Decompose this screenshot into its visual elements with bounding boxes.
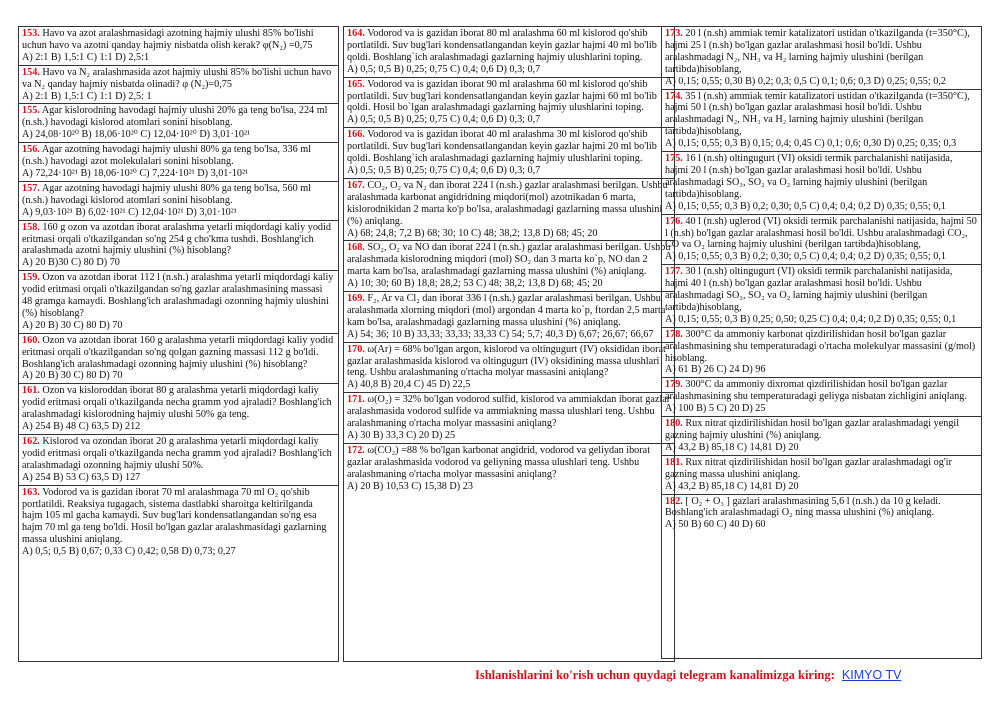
problem-item — [662, 265, 981, 328]
problem-item — [344, 292, 674, 343]
problem-text: 16 l (n.sh) oltingugurt (VI) oksidi termik parchalanishi natijasida, hajmi 20 l (n.sh) bo'lgan gazlar aralashmasi hosil bo'ldi. Ushbu aralashmadagi SO₃, SO₂ va O₂ larning hajmiy ulushini (berilgan tartibda)hisoblang. — [665, 153, 953, 200]
problem-text: Rux nitrat qizdirilishidan hosil bo'lgan gazlar aralashmadagi yengil gazning hajmiy ulushini (%) aniqlang. — [665, 418, 960, 441]
problem-text: Vodorod va is gazidan iborat 80 ml aralashma 60 ml kislorod qo'shib portlatildi. Suv bug'lari kondensatlangandan keyin gazlar hajmi 40 ml bo'lib qoldi. Boshlang`ich aralashmadagi gazlarning hajmiy ulushlarini toping. — [347, 28, 657, 63]
answer-options: A) 72,24·10²¹ B) 18,06·10²⁰ C) 7,224·10²¹ D) 3,01·10²¹ — [22, 167, 249, 179]
footer — [475, 668, 995, 683]
problem-text: 160 g ozon va azotdan iborat aralashma yetarli miqdordagi kaliy yodid eritmasi orqali o'tkazilgandan so'ng 254 g cho'kma tushdi. Boshlang'ich aralashmada azotni hajmiy ulushini (%) hisoblang? — [22, 221, 331, 257]
problem-number: 171. — [347, 394, 365, 406]
answer-options: A) 43,2 B) 85,18 C) 14,81 D) 20 — [665, 441, 799, 453]
problem-number: 169. — [347, 293, 365, 305]
column-1 — [18, 26, 339, 662]
problem-item — [19, 143, 338, 182]
problem-text: Havo va azot aralashmasidagi azotning hajmiy ulushi 85% bo'lishi uchun havo va azotni qanday hajmiy nisbatda olish kerak? φ(N₂) =0,75 — [22, 28, 314, 51]
problem-number: 172. — [347, 444, 365, 456]
problem-item — [662, 328, 981, 379]
answer-options: A) 24,08·10²⁰ B) 18,06·10²⁰ C) 12,04·10²⁰ D) 3,01·10²¹ — [22, 129, 251, 141]
answer-options: A) 100 B) 5 C) 20 D) 25 — [665, 403, 766, 415]
problem-text: 20 l (n.sh) ammiak temir katalizatori ustidan o'tkazilganda (t=350°C), hajmi 25 l (n.sh) bo'lgan gazlar aralashmasi hosil bo'ldi. Ushbu aralashmadagi N₂, NH₃ va H₂ larning hajmiy ulushini (berilgan tartibda)hisoblang, — [665, 28, 970, 75]
footer-text: Ishlanishlarini ko'rish uchun quydagi telegram kanalimizga kiring: — [475, 668, 835, 682]
problem-item — [662, 417, 981, 456]
problem-item — [19, 486, 338, 559]
problem-item — [19, 334, 338, 385]
answer-options: A) 0,5; 0,5 B) 0,25; 0,75 C) 0,4; 0,6 D) 0,3; 0,7 — [347, 114, 541, 126]
problem-item — [344, 78, 674, 129]
problem-number: 180. — [665, 418, 683, 430]
answer-options: A) 68; 24,8; 7,2 B) 68; 30; 10 C) 48; 38,2; 13,8 D) 68; 45; 20 — [347, 227, 598, 239]
problem-text: Vodorod va is gazidan iborat 90 ml aralashma 60 ml kislorod qo'shib portlatildi. Suv bug'lari kondensatlangandan keyin gazlar hajmi 60 ml bo'lib qoldi. Hosil bo`lgan aralashmadagi gazlarning hajmiy ulushlarini toping. — [347, 78, 657, 114]
problem-text: Kislorod va ozondan iborat 20 g aralashma yetarli miqdordagi kaliy yodid eritmasi orqali o'tkazilganda necha gramm yod ajraladi? Boshlang'ich aralashmadagi ozonning hajmiy ulushi 50%. — [22, 436, 332, 471]
problem-columns — [18, 26, 982, 662]
problem-number: 176. — [665, 215, 683, 227]
problem-text: ω(CO₂) =88 % bo'lgan karbonat angidrid, vodorod va geliydan iborat gazlar aralashmasida vodorod va geliyning massa ulushlari teng. Ushbu aralashmaning o'rtacha molyar massasini aniqlang? — [347, 444, 651, 480]
answer-options: A) 20 B) 10,53 C) 15,38 D) 23 — [347, 480, 473, 492]
answer-options: A) 2:1 B) 1,5:1 C) 1:1 D) 2,5:1 — [22, 51, 150, 63]
answer-options: A) 43,2 B) 85,18 C) 14,81 D) 20 — [665, 480, 799, 492]
problem-number: 158. — [22, 221, 40, 233]
problem-item — [344, 241, 674, 292]
answer-options: A) 40,8 B) 20,4 C) 45 D) 22,5 — [347, 379, 471, 391]
answer-options: A) 2:1 B) 1,5:1 C) 1:1 D) 2,5: 1 — [22, 90, 152, 102]
problem-number: 157. — [22, 182, 40, 194]
answer-options: A) 30 B) 33,3 C) 20 D) 25 — [347, 430, 456, 441]
problem-text: Havo va N₂ aralashmasida azot hajmiy ulushi 85% bo'lishi uchun havo va N₂ qanday hajmiy nisbatda olinadi? φ (N₂)=0,75 — [22, 66, 332, 90]
problem-text: ω(O₂) = 32% bo'lgan vodorod sulfid, kislorod va ammiakdan iborat gazlar aralashmasida vodorod sulfide va ammiakning massa ulushlari teng. Ushbu aralashmaning o'rtacha molyar massasini aniqlang? — [347, 394, 671, 430]
problem-item — [662, 215, 981, 266]
answer-options: A) 0,15; 0,55; 0,30 B) 0,2; 0,3; 0,5 C) 0,1; 0,6; 0,3 D) 0,25; 0,55; 0,2 — [665, 75, 947, 87]
problem-number: 160. — [22, 334, 40, 346]
column-2 — [343, 26, 675, 662]
problem-number: 182. — [665, 495, 683, 507]
problem-text: Ozon va azotdan iborat 112 l (n.sh.) aralashma yetarli miqdordagi kaliy yodid eritmasi orqali o'tkazilgandan so'ng gazlar aralashmasining massasi 48 gramga kamaydi. Boshlang'ich aralashmadagi ozonning hajmiy ulushini (%) hisoblang? — [22, 272, 334, 319]
problem-item — [19, 221, 338, 272]
answer-options: A) 9,03·10²¹ B) 6,02·10²¹ C) 12,04·10²¹ D) 3,01·10²¹ — [22, 206, 237, 218]
problem-text: 35 l (n.sh) ammiak temir katalizatori ustidan o'tkazilganda (t=350°C), hajmi 50 l (n.sh) bo'lgan gazlar aralashmasi hosil bo'ldi. Ushbu aralashmadagi N₂, NH₃ va H₂ larning hajmiy ulushini (berilgan tartibda)hisoblang, — [665, 90, 970, 138]
problem-item — [662, 27, 981, 90]
problem-item — [662, 90, 981, 153]
problem-number: 159. — [22, 272, 40, 284]
problem-number: 175. — [665, 153, 683, 165]
answer-options: A) 20 B) 30 C) 80 D) 70 — [22, 370, 123, 382]
problem-item — [662, 378, 981, 417]
problem-text: Ozon va azotdan iborat 160 g aralashma yetarli miqdordagi kaliy yodid eritmasi orqali o'tkazilgandan so'ng qolgan gazning massasi 112 g bo'ldi. Boshlang'ich aralashmadagi ozonning hajmiy ulushini (%) hisoblang? — [22, 334, 334, 370]
answer-options: A) 50 B) 60 C) 40 D) 60 — [665, 519, 766, 531]
problem-number: 155. — [22, 105, 40, 117]
problem-item — [662, 152, 981, 215]
problem-number: 181. — [665, 456, 683, 468]
problem-text: Agar azotning havodagi hajmiy ulushi 80% ga teng bo'lsa, 336 ml (n.sh.) havodagi azot molekulalari sonini hisoblang. — [22, 144, 312, 168]
problem-item — [19, 435, 338, 486]
problem-number: 164. — [347, 28, 365, 39]
problem-text: Agar azotning havodagi hajmiy ulushi 80% ga teng bo'lsa, 560 ml (n.sh.) havodagi kislorod atomlari sonini hisoblang. — [22, 182, 312, 206]
problem-number: 165. — [347, 78, 365, 90]
answer-options: A) 254 B) 48 C) 63,5 D) 212 — [22, 421, 141, 433]
problem-number: 162. — [22, 436, 40, 447]
problem-text: Ozon va kisloroddan iborat 80 g aralashma yetarli miqdordagi kaliy yodid eritmasi orqali o'tkazilganda necha gramm yod ajraladi? Boshlang'ich aralashmadagi kislorodning hajmiy ulushi 50% ga teng. — [22, 385, 332, 421]
column-3 — [661, 26, 982, 659]
answer-options: A) 0,15; 0,55; 0,3 B) 0,15; 0,4; 0,45 C) 0,1; 0,6; 0,30 D) 0,25; 0,35; 0,3 — [665, 138, 957, 150]
answer-options: A) 54; 36; 10 B) 33,33; 33,33; 33,33 C) 54; 5,7; 40,3 D) 6,67; 26,67; 66,67 — [347, 328, 654, 340]
problem-number: 163. — [22, 486, 40, 498]
problem-number: 153. — [22, 28, 40, 39]
answer-options: A) 254 B) 53 C) 63,5 D) 127 — [22, 471, 141, 483]
problem-number: 170. — [347, 343, 365, 355]
answer-options: A) 10; 30; 60 B) 18,8; 28,2; 53 C) 48; 38,2; 13,8 D) 68; 45; 20 — [347, 278, 603, 290]
problem-number: 166. — [347, 129, 365, 141]
problem-text: Vodorod va is gazidan iborat 40 ml aralashma 30 ml kislorod qo'shib portlatildi. Suv bug'lari kondensatlangandan keyin gazlar hajmi 20 ml bo'lib qoldi. Boshlang`ich aralashmadagi gazlarning hajmiy ulushlarini toping. — [347, 129, 657, 165]
problem-number: 178. — [665, 328, 683, 340]
problem-number: 173. — [665, 28, 683, 39]
problem-text: 300°C da ammoniy dixromat qizdirilishidan hosil bo'lgan gazlar aralashmasining shu temperaturadagi geliyga nisbatan zichligini aniqlang. — [665, 379, 967, 403]
problem-item — [19, 271, 338, 334]
problem-text: CO₂, O₂ va N₂ dan iborat 224 l (n.sh.) gazlar aralashmasi berilgan. Ushbu aralashmada karbonat angidridning miqdori(mol) azotnikadan 6 marta, kislorodnikidan 2 marta ko'p bo'lsa, aralashmadagi gazlarning massa ulushini (%) aniqlang. — [347, 179, 668, 227]
problem-text: F₂, Ar va Cl₂ dan iborat 336 l (n.sh.) gazlar aralashmasi berilgan. Ushbu aralashmada xlorning miqdori (mol) argondan 4 marta ko`p, ftordan 2,5 marta kam bo'lsa, aralashmadagi gazlarning massa ulushini (%) aniqlang. — [347, 293, 666, 328]
problem-number: 168. — [347, 242, 365, 254]
answer-options: A) 0,5; 0,5 B) 0,25; 0,75 C) 0,4; 0,6 D) 0,3; 0,7 — [347, 164, 541, 176]
answer-options: A) 61 B) 26 C) 24 D) 96 — [665, 364, 766, 376]
answer-options: A) 0,15; 0,55; 0,3 B) 0,2; 0,30; 0,5 C) 0,4; 0,4; 0,2 D) 0,35; 0,55; 0,1 — [665, 200, 947, 212]
telegram-channel-link[interactable]: KIMYO TV — [841, 668, 902, 682]
problem-item — [344, 179, 674, 242]
problem-item — [344, 128, 674, 179]
answer-options: A) 20 B) 30 C) 80 D) 70 — [22, 319, 123, 331]
problem-item — [662, 495, 981, 533]
problem-number: 179. — [665, 379, 683, 391]
answer-options: A) 0,15; 0,55; 0,3 B) 0,2; 0,30; 0,5 C) 0,4; 0,4; 0,2 D) 0,35; 0,55; 0,1 — [665, 251, 947, 263]
problem-item — [19, 27, 338, 66]
problem-text: Rux nitrat qizdirilishidan hosil bo'lgan gazlar aralashmadagi og'ir gazning massa ulushini aniqlang. — [665, 456, 952, 480]
answer-options: A) 0,5; 0,5 B) 0,25; 0,75 C) 0,4; 0,6 D) 0,3; 0,7 — [347, 63, 541, 75]
problem-number: 177. — [665, 266, 683, 278]
problem-item — [344, 393, 674, 444]
problem-item — [344, 27, 674, 78]
problem-item — [19, 384, 338, 435]
problem-text: 30 l (n.sh) oltingugurt (VI) oksidi termik parchalanishi natijasida, hajmi 40 l (n.sh) bo'lgan gazlar aralashmasi hosil bo'ldi. Ushbu aralashmadagi SO₃, SO₂ va O₂ larning hajmiy ulushini (berilgan tartibda)hisoblang, — [665, 266, 953, 313]
problem-number: 167. — [347, 179, 365, 191]
problem-text: Agar kislorodning havodagi hajmiy ulushi 20% ga teng bo'lsa, 224 ml (n.sh.) havodagi kislorod atomlari sonini hisoblang. — [22, 105, 328, 129]
problem-item — [344, 444, 674, 494]
problem-number: 154. — [22, 66, 40, 78]
problem-text: 300°C da ammoniy karbonat qizdirilishidan hosil bo'lgan gazlar aralashmasining shu temperaturadagi o'rtacha molekulyar massasini (g/mol) hisoblang. — [665, 328, 976, 364]
answer-options: A) 0,15; 0,55; 0,3 B) 0,25; 0,50; 0,25 C) 0,4; 0,4; 0,2 D) 0,35; 0,55; 0,1 — [665, 313, 957, 325]
problem-number: 174. — [665, 90, 683, 102]
problem-item — [344, 343, 674, 394]
problem-text: 40 l (n.sh) uglerod (VI) oksidi termik parchalanishi natijasida, hajmi 50 l (n.sh) bo'lgan gazlar aralashmasi hosil bo'ldi. Ushbu aralashmadagi CO₂, CO va O₂ larning hajmiy ulushini (berilgan tartibda)hisoblang, — [665, 215, 977, 251]
problem-number: 156. — [22, 144, 40, 156]
problem-item — [19, 182, 338, 221]
problem-text: SO₂, O₂ va NO dan iborat 224 l (n.sh.) gazlar aralashmasi berilgan. Ushbu aralashmada kislorodning miqdori (mol) SO₂ dan 3 marta ko`p, NO dan 2 marta kam bo'lsa, aralashmadagi gazlarning massa ulushini (%) aniqlang. — [347, 242, 671, 278]
answer-options: A) 0,5; 0,5 B) 0,67; 0,33 C) 0,42; 0,58 D) 0,73; 0,27 — [22, 546, 236, 558]
problem-number: 161. — [22, 385, 40, 397]
problem-item — [19, 104, 338, 143]
problem-item — [662, 456, 981, 495]
problem-text: [ O₂ + O₃ ] gazlari aralashmasining 5,6 l (n.sh.) da 10 g keladi. Boshlang'ich aralashmadagi O₂ ning massa ulushini (%) aniqlang. — [665, 495, 941, 519]
problem-item — [19, 66, 338, 105]
problem-text: Vodorod va is gazidan iborat 70 ml aralashmaga 70 ml O₂ qo'shib portlatildi. Reaksiya tugagach, sistema dastlabki sharoitga keltirilganda hajm 105 ml gacha kamaydi. Suv bug'lari kondensatlangandan so'ng esa hajm 70 ml ga teng bo'ldi. Hosil bo'lgan gazlar aralashmasidagi gazlarning massa ulushini aniqlang. — [22, 486, 327, 546]
answer-options: A) 20 B)30 C) 80 D) 70 — [22, 257, 120, 269]
problem-text: ω(Ar) = 68% bo'lgan argon, kislorod va oltingugurt (IV) oksididan iborat gazlar aralashmasida kislorod va oltingugurt (IV) oksidining massa ulushlari teng. Ushbu aralashmaning o'rtacha molyar massasini aniqlang? — [347, 343, 666, 379]
